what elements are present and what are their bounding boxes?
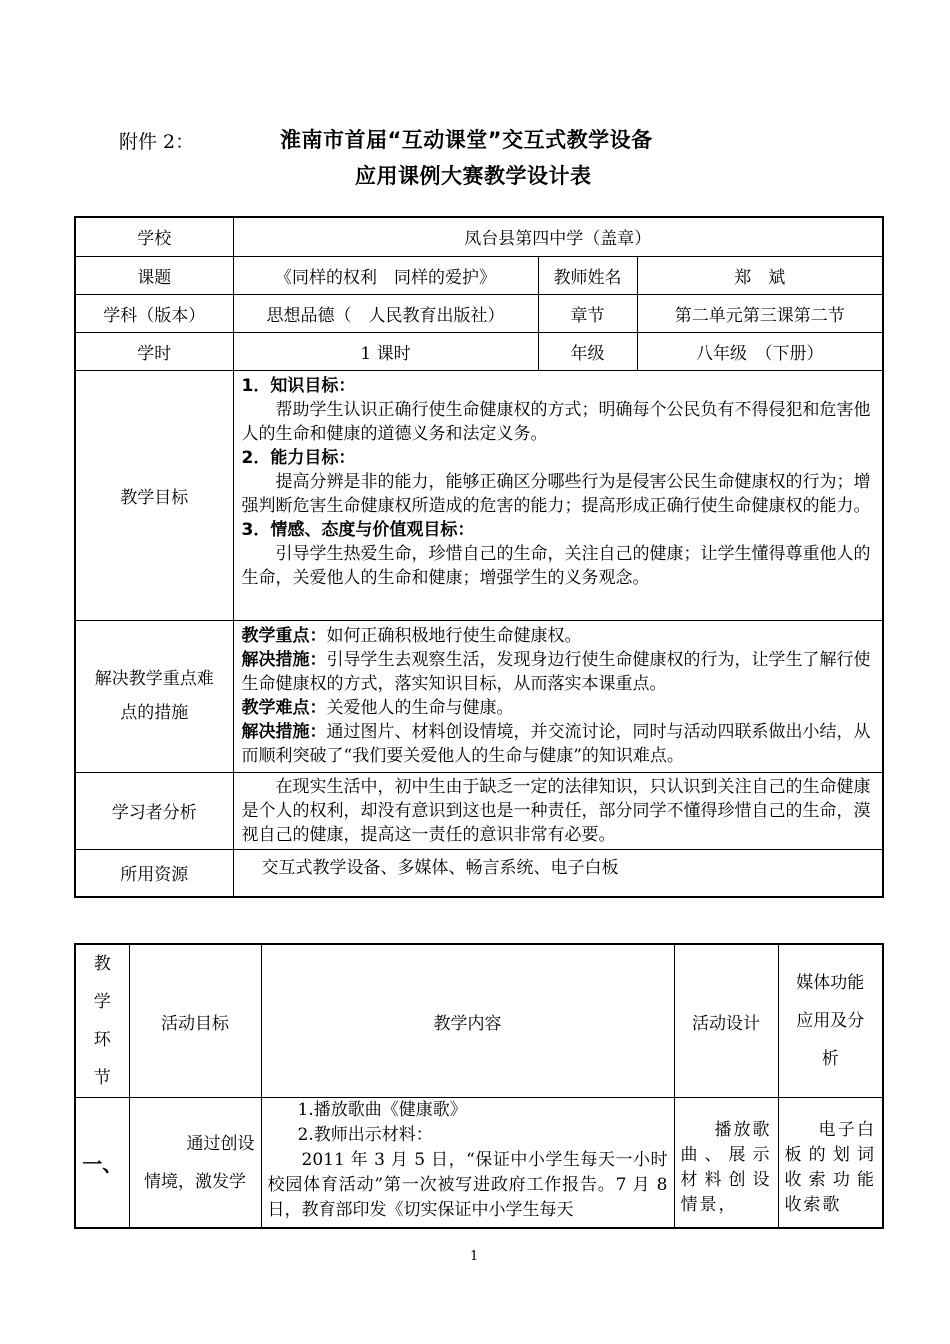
grade-label: 年级 bbox=[538, 332, 637, 370]
key-point-text: 如何正确积极地行使生命健康权。 bbox=[326, 625, 582, 646]
goal1-heading: 1．知识目标： bbox=[241, 375, 356, 396]
measures-content bbox=[233, 620, 883, 772]
learner-label: 学习者分析 bbox=[75, 772, 233, 849]
media-value: 电子白板的划词收索功能收索歌 bbox=[778, 1098, 883, 1229]
measure1-text: 引导学生去观察生活，发现身边行使生命健康权的行为，让学生了解行使生命健康权的方式，落实知识目标，从而落实本课重点。 bbox=[241, 649, 871, 694]
key-point-label: 教学重点： bbox=[241, 625, 327, 646]
content-header: 教学内容 bbox=[261, 944, 674, 1098]
measure2-text: 通过图片、材料创设情境，并交流讨论，同时与活动四联系做出小结，从而顺利突破了“我们要关爱他人的生命与健康”的知识难点。 bbox=[241, 721, 871, 766]
stage-value: 一、 bbox=[75, 1098, 129, 1229]
stage-header-char: 环 bbox=[93, 1030, 111, 1050]
school-label: 学校 bbox=[75, 217, 233, 256]
goal2-heading: 2．能力目标： bbox=[241, 447, 356, 468]
goal-value-line1: 通过创设 bbox=[186, 1133, 255, 1154]
goals-content bbox=[233, 370, 883, 620]
document-title-line2: 应用课例大赛教学设计表 bbox=[355, 164, 592, 188]
learner-content bbox=[233, 772, 883, 849]
goal-header: 活动目标 bbox=[129, 944, 261, 1098]
subject-label: 学科（版本） bbox=[75, 294, 233, 332]
hours-label: 学时 bbox=[75, 332, 233, 370]
subject-value: 思想品德（ 人民教育出版社） bbox=[233, 294, 538, 332]
media-header-line3: 析 bbox=[821, 1049, 839, 1069]
resources-value: 交互式教学设备、多媒体、畅言系统、电子白板 bbox=[233, 849, 883, 897]
design-header: 活动设计 bbox=[674, 944, 778, 1098]
resources-label: 所用资源 bbox=[75, 849, 233, 897]
content-line3: 2011 年 3 月 5 日，“保证中小学生每天一小时校园体育活动”第一次被写进政府工作报告。7 月 8 日，教育部印发《切实保证中小学生每天 bbox=[267, 1150, 668, 1220]
chapter-value: 第二单元第三课第二节 bbox=[637, 294, 883, 332]
content-line2: 2.教师出示材料： bbox=[297, 1125, 433, 1145]
school-value: 凤台县第四中学（盖章） bbox=[233, 217, 883, 256]
goal3-heading: 3．情感、态度与价值观目标： bbox=[241, 519, 475, 540]
goal2-text: 提高分辨是非的能力，能够正确区分哪些行为是侵害公民生命健康权的行为；增强判断危害生命健康权所造成的危害的能力；提高形成正确行使生命健康权的能力。 bbox=[241, 471, 871, 516]
measures-label bbox=[75, 620, 233, 772]
measures-label-line1: 解决教学重点难 bbox=[94, 669, 214, 689]
goal3-text: 引导学生热爱生命，珍惜自己的生命，关注自己的健康；让学生懂得尊重他人的生命，关爱他人的生命和健康；增强学生的义务观念。 bbox=[241, 543, 871, 588]
measures-label-line2: 点的措施 bbox=[120, 703, 189, 723]
teacher-label: 教师姓名 bbox=[538, 256, 637, 294]
stage-header-char: 学 bbox=[93, 992, 111, 1012]
learner-text: 在现实生活中，初中生由于缺乏一定的法律知识，只认识到关注自己的生命健康是个人的权利，却没有意识到这也是一种责任，部分同学不懂得珍惜自己的生命，漠视自己的健康，提高这一责任的意识非常有必要。 bbox=[241, 776, 871, 845]
goals-label: 教学目标 bbox=[75, 370, 233, 620]
info-table bbox=[74, 216, 884, 898]
document-title-line1: 淮南市首届“互动课堂”交互式教学设备 bbox=[280, 128, 653, 152]
difficulty-label: 教学难点： bbox=[241, 697, 327, 718]
topic-label: 课题 bbox=[75, 256, 233, 294]
attachment-label: 附件 2： bbox=[119, 131, 195, 153]
measure1-label: 解决措施： bbox=[241, 649, 327, 670]
difficulty-text: 关爱他人的生命与健康。 bbox=[326, 697, 514, 718]
media-header-line2: 应用及分 bbox=[796, 1011, 865, 1031]
content-value bbox=[261, 1098, 674, 1229]
page-number: 1 bbox=[470, 1249, 479, 1264]
goal-value-line2: 情境，激发学 bbox=[144, 1171, 246, 1192]
topic-value: 《同样的权利 同样的爱护》 bbox=[233, 256, 538, 294]
stage-header bbox=[75, 944, 129, 1098]
goal1-text: 帮助学生认识正确行使生命健康权的方式；明确每个公民负有不得侵犯和危害他人的生命和健康的道德义务和法定义务。 bbox=[241, 399, 871, 444]
stage-header-char: 教 bbox=[93, 954, 111, 974]
chapter-label: 章节 bbox=[538, 294, 637, 332]
hours-value: 1 课时 bbox=[233, 332, 538, 370]
media-header-line1: 媒体功能 bbox=[796, 973, 865, 993]
teacher-value: 郑 斌 bbox=[637, 256, 883, 294]
measure2-label: 解决措施： bbox=[241, 721, 327, 742]
media-header bbox=[778, 944, 883, 1098]
content-line1: 1.播放歌曲《健康歌》 bbox=[297, 1100, 467, 1120]
design-value: 播放歌曲、展示材料创设情景， bbox=[674, 1098, 778, 1229]
grade-value: 八年级 （下册） bbox=[637, 332, 883, 370]
goal-value bbox=[129, 1098, 261, 1229]
process-table bbox=[74, 943, 884, 1229]
stage-header-char: 节 bbox=[93, 1068, 111, 1088]
